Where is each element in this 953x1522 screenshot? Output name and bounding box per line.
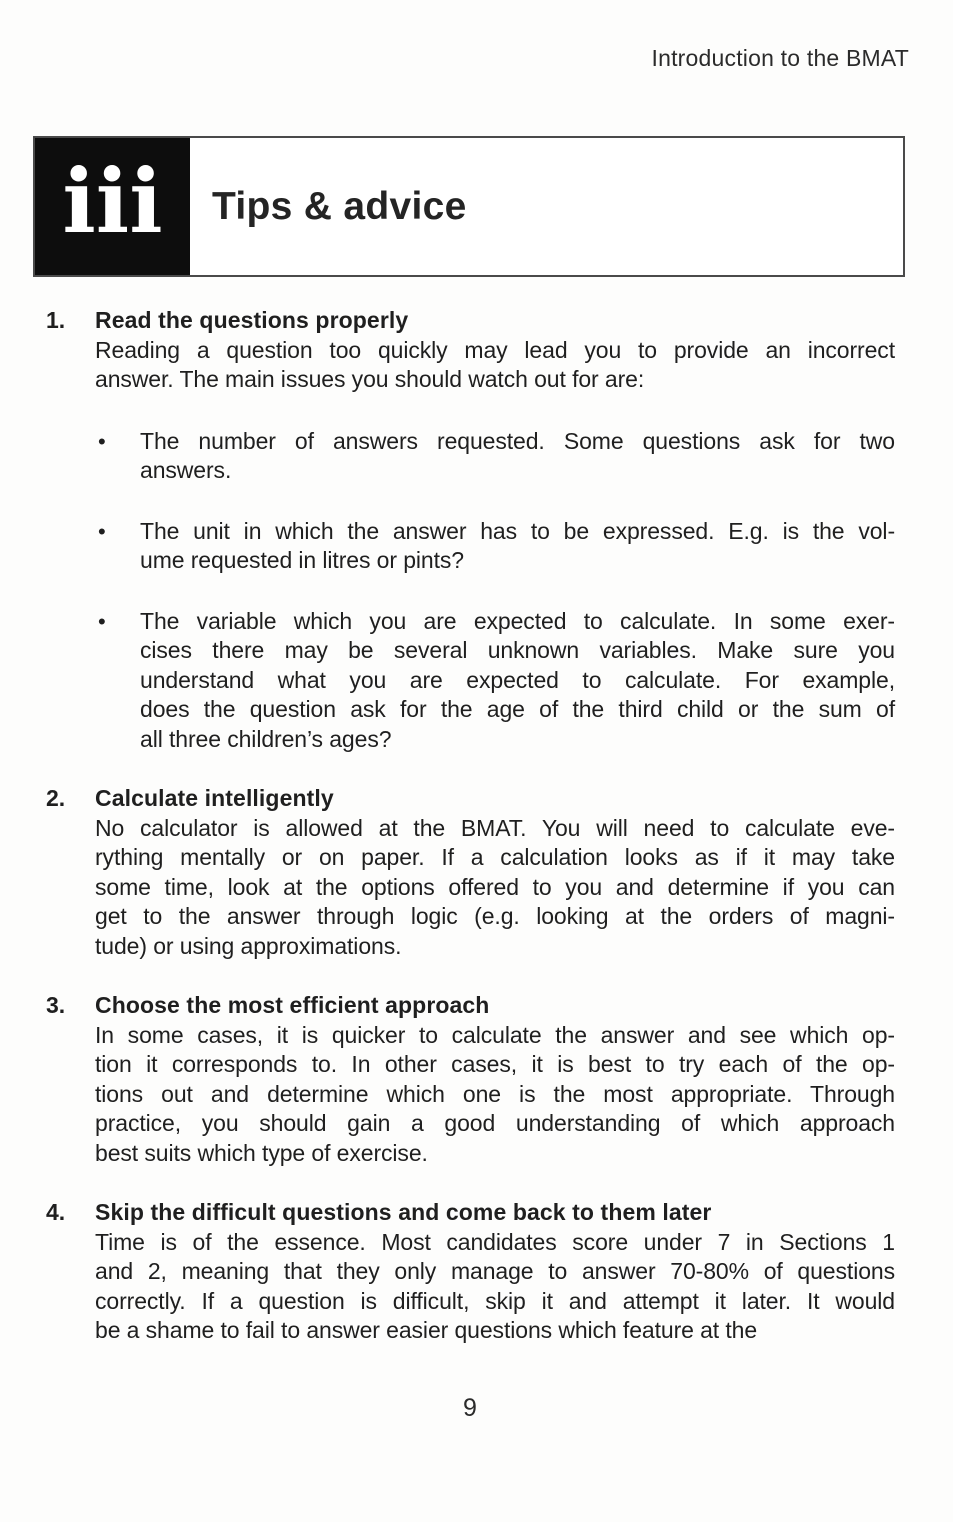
section-number: 4. xyxy=(46,1199,66,1225)
page-number: 9 xyxy=(463,1394,477,1422)
bullet-icon: • xyxy=(98,518,106,544)
bullet-text xyxy=(140,607,895,755)
bullet-text xyxy=(140,517,895,576)
text-line: be a shame to fail to answer easier questions which feature at the xyxy=(95,1317,758,1343)
section-number: 1. xyxy=(46,307,66,333)
chapter-logo-block xyxy=(35,138,190,275)
section-body xyxy=(95,1021,895,1169)
text-line: tude) or using approximations. xyxy=(95,932,402,959)
section-heading: Skip the difficult questions and come back to them later xyxy=(95,1199,712,1225)
logo-iii-mark: iii xyxy=(62,148,163,253)
text-line: Reading a question too quickly may lead you to provide an incorrect xyxy=(95,336,895,363)
tip-section xyxy=(46,1198,895,1346)
text-line: tions out and determine which one is the most appropriate. Through xyxy=(95,1080,895,1107)
text-line: correctly. If a question is difficult, skip it and attempt it later. It would xyxy=(95,1287,895,1314)
text-line: does the question ask for the age of the third child or the sum of xyxy=(140,696,895,722)
chapter-banner xyxy=(33,136,905,277)
bullet-icon: • xyxy=(98,608,106,634)
bullet-item xyxy=(95,427,895,486)
text-line: The number of answers requested. Some questions ask for two xyxy=(140,427,895,454)
section-body xyxy=(95,1228,895,1346)
bullet-icon: • xyxy=(98,428,106,454)
text-line: some time, look at the options offered to you and determine if you can xyxy=(95,873,895,900)
section-bullets xyxy=(95,427,895,755)
section-content xyxy=(95,784,895,961)
chapter-title: Tips & advice xyxy=(212,184,467,228)
text-line: answers. xyxy=(140,457,232,483)
text-line: all three children’s ages? xyxy=(140,725,392,752)
text-line: The variable which you are expected to calculate. In some exer- xyxy=(140,607,895,634)
text-line: tion it corresponds to. In other cases, it is best to try each of the op- xyxy=(95,1051,895,1077)
tip-section xyxy=(46,991,895,1168)
bullet-item xyxy=(95,607,895,755)
section-heading: Choose the most efficient approach xyxy=(95,992,490,1018)
tip-section xyxy=(46,784,895,961)
text-line: No calculator is allowed at the BMAT. You will need to calculate eve- xyxy=(95,814,895,841)
text-line: The unit in which the answer has to be expressed. E.g. is the vol- xyxy=(140,517,895,544)
text-line: In some cases, it is quicker to calculate the answer and see which op- xyxy=(95,1021,895,1048)
section-content xyxy=(95,306,895,754)
text-line: best suits which type of exercise. xyxy=(95,1139,428,1166)
section-body xyxy=(95,814,895,962)
text-line: ume requested in litres or pints? xyxy=(140,547,464,573)
section-content xyxy=(95,1198,895,1346)
bullet-text xyxy=(140,427,895,486)
section-number: 2. xyxy=(46,785,66,811)
text-line: rything mentally or on paper. If a calculation looks as if it may take xyxy=(95,844,895,870)
tips-list xyxy=(46,306,895,1376)
text-line: get to the answer through logic (e.g. looking at the orders of magni- xyxy=(95,903,895,929)
section-heading: Calculate intelligently xyxy=(95,785,334,811)
bullet-item xyxy=(95,517,895,576)
tip-section xyxy=(46,306,895,754)
text-line: cises there may be several unknown variables. Make sure you xyxy=(140,637,895,663)
section-number: 3. xyxy=(46,992,66,1018)
text-line: answer. The main issues you should watch out for are: xyxy=(95,366,645,392)
running-header: Introduction to the BMAT xyxy=(651,45,909,71)
section-heading: Read the questions properly xyxy=(95,307,409,333)
text-line: and 2, meaning that they only manage to answer 70-80% of questions xyxy=(95,1258,895,1284)
text-line: Time is of the essence. Most candidates score under 7 in Sections 1 xyxy=(95,1228,895,1255)
section-body xyxy=(95,336,895,395)
section-content xyxy=(95,991,895,1168)
text-line: understand what you are expected to calculate. For example, xyxy=(140,666,895,693)
chapter-title-area xyxy=(190,138,903,275)
text-line: practice, you should gain a good understanding of which approach xyxy=(95,1110,895,1136)
